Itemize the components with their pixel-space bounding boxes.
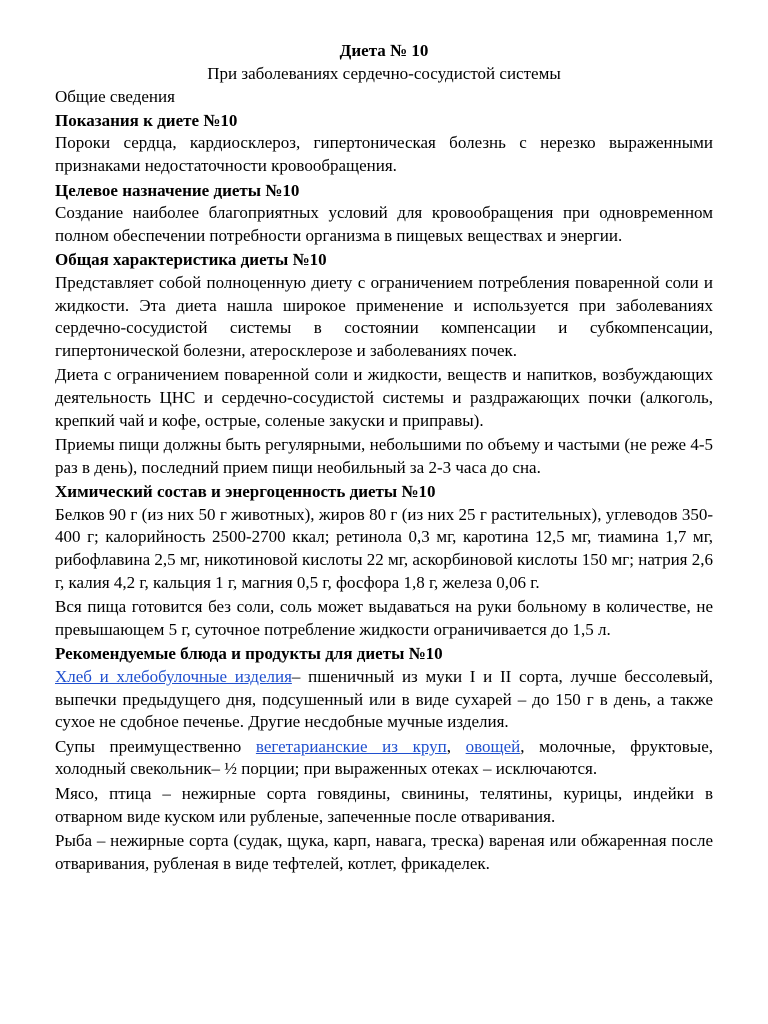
composition-paragraph-2: Вся пища готовится без соли, соль может выдаваться на руки больному в количестве, не превышающем 5 г, суточное потребление жидкости ограничивается до 1,5 л.	[55, 597, 713, 639]
vegetarian-grains-link[interactable]: вегетарианские из круп	[255, 736, 447, 756]
composition-heading: Химический состав и энергоценность диеты №10	[55, 482, 436, 502]
fish-paragraph: Рыба – нежирные сорта (судак, щука, карп, навага, треска) вареная или обжаренная после отваривания, рубленая в виде тефтелей, котлет, фрикаделек.	[55, 831, 713, 873]
purpose-heading: Целевое назначение диеты №10	[55, 180, 300, 200]
composition-paragraph-1: Белков 90 г (из них 50 г животных), жиров 80 г (из них 25 г растительных), углеводов 350-400 г; калорийность 2500-2700 ккал; ретинола 0,3 мг, каротина 12,5 мг, тиамина 1,7 мг, рибофлавина 2,5 мг, никотиновой кислоты 22 мг, аскорбиновой кислоты 150 мг; натрия 2,6 г, калия 4,2 г, кальция 1 г, магния 0,5 г, фосфора 1,8 г, железа 0,06 г.	[55, 504, 713, 592]
indications-heading: Показания к диете №10	[55, 110, 238, 130]
soups-prefix: Супы преимущественно	[55, 736, 256, 756]
document-subtitle: При заболеваниях сердечно-сосудистой системы	[207, 63, 561, 83]
general-paragraph-1: Представляет собой полноценную диету с ограничением потребления поваренной соли и жидкости. Эта диета нашла широкое применение и используется при заболеваниях сердечно-сосудистой системы в состоянии компенсации и субкомпенсации, гипертонической болезни, атеросклерозе и заболеваниях почек.	[55, 272, 713, 360]
general-info-label: Общие сведения	[55, 87, 175, 107]
bread-paragraph	[55, 666, 713, 734]
general-paragraph-3: Приемы пищи должны быть регулярными, небольшими по объему и частыми (не реже 4-5 раз в день), последний прием пищи необильный за 2-3 часа до сна.	[55, 435, 713, 477]
general-heading: Общая характеристика диеты №10	[55, 250, 327, 270]
vegetables-link[interactable]: овощей	[465, 736, 521, 756]
recommended-heading: Рекомендуемые блюда и продукты для диеты №10	[55, 644, 443, 664]
soups-separator: ,	[446, 736, 466, 756]
document-body	[55, 40, 713, 877]
indications-text: Пороки сердца, кардиосклероз, гипертоническая болезнь с нерезко выраженными признаками недостаточности кровообращения.	[55, 133, 713, 175]
bread-link[interactable]: Хлеб и хлебобулочные изделия	[55, 667, 292, 687]
general-paragraph-2: Диета с ограничением поваренной соли и жидкости, веществ и напитков, возбуждающих деятельность ЦНС и сердечно-сосудистой системы и раздражающих почки (алкоголь, крепкий чай и кофе, острые, соленые закуски и приправы).	[55, 365, 713, 430]
bread-text: – пшеничный из муки I и II сорта, лучше бессолевый, выпечки предыдущего дня, подсушенный или в виде сухарей – до 150 г в день, а также сухое не сдобное печенье. Другие несдобные мучные изделия.	[55, 667, 713, 732]
document-title: Диета № 10	[339, 41, 429, 60]
soups-paragraph	[55, 736, 713, 781]
soups-text: , молочные, фруктовые, холодный свекольник– ½ порции; при выраженных отеках – исключаются.	[55, 736, 714, 779]
meat-paragraph: Мясо, птица – нежирные сорта говядины, свинины, телятины, курицы, индейки в отварном виде куском или рубленые, запеченные после отваривания.	[55, 784, 713, 826]
purpose-text: Создание наиболее благоприятных условий для кровообращения при одновременном полном обеспечении потребности организма в пищевых веществах и энергии.	[55, 203, 713, 245]
